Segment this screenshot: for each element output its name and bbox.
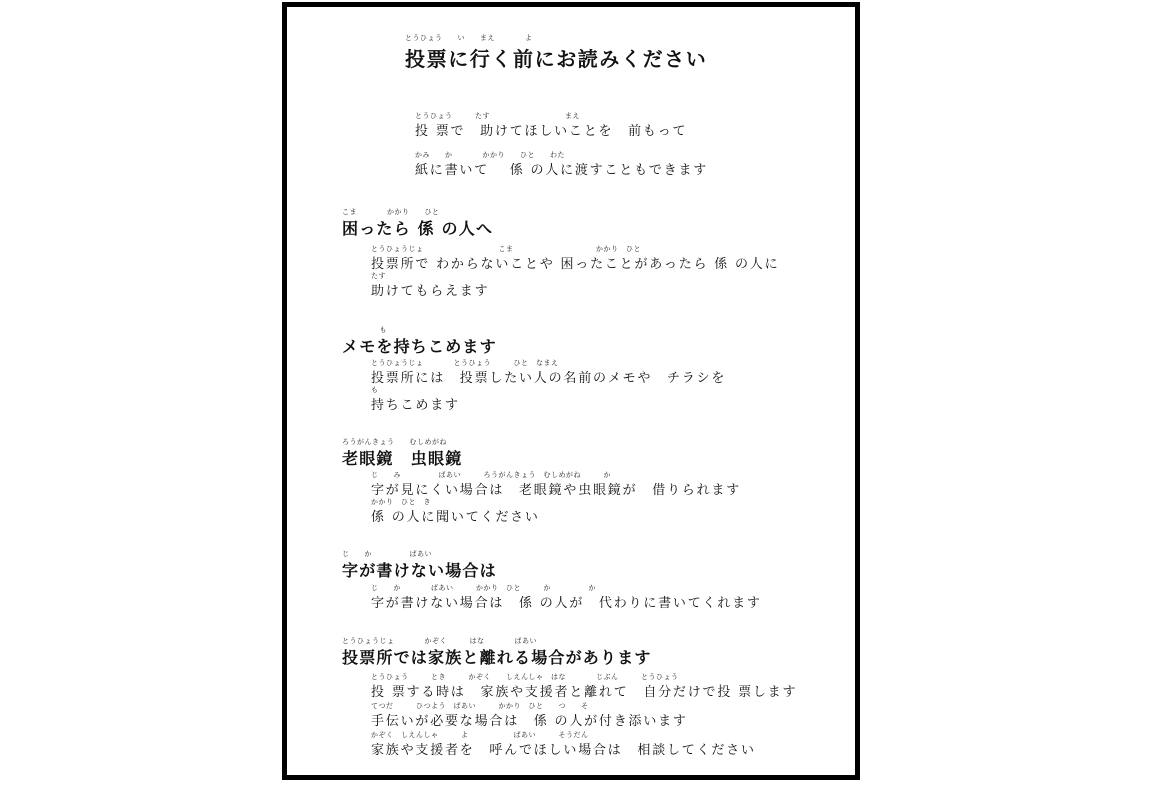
section-line: [371, 497, 540, 525]
section-heading: [342, 437, 462, 469]
intro-text: 紙に書いて 係 の人に渡すこともできます: [415, 163, 709, 178]
heading-furigana: こま かかり ひと: [342, 208, 440, 216]
line-furigana: てつだ ひつよう ばあい かかり ひと つ そ: [371, 702, 589, 710]
heading-furigana: とうひょうじょ かぞく はな ばあい: [342, 637, 537, 645]
line-text: 投 票する時は 家族や支援者と離れて 自分だけで投 票します: [371, 685, 798, 700]
section-heading: [342, 549, 497, 581]
line-text: 投票所には 投票したい人の名前のメモや チラシを: [371, 371, 727, 386]
section-line: [371, 244, 779, 272]
line-furigana: じ み ばあい ろうがんきょう むしめがね か: [371, 471, 611, 479]
section-heading: [342, 325, 497, 357]
intro-line: [415, 150, 708, 178]
section-heading: [342, 207, 493, 239]
page-title: [405, 33, 707, 72]
line-furigana: とうひょうじょ とうひょう ひと なまえ: [371, 359, 559, 367]
intro-furigana: かみ か かかり ひと わた: [415, 151, 565, 159]
line-furigana: も: [371, 386, 379, 394]
intro-furigana: とうひょう たす まえ: [415, 112, 580, 120]
line-text: 手伝いが必要な場合は 係 の人が付き添います: [371, 714, 688, 729]
line-furigana: とうひょう とき かぞく しえんしゃ はな じぶん とうひょう: [371, 673, 679, 681]
line-text: 持ちこめます: [371, 398, 460, 413]
section-line: [371, 583, 762, 611]
section-line: [371, 385, 460, 413]
intro-line: [415, 111, 687, 139]
heading-text: 投票所では家族と離れる場合があります: [342, 648, 652, 667]
heading-text: 老眼鏡 虫眼鏡: [342, 449, 463, 468]
intro-text: 投 票で 助けてほしいことを 前もって: [415, 124, 688, 139]
heading-furigana: も: [342, 326, 387, 334]
section-line: [371, 672, 797, 700]
section-heading: [342, 636, 652, 668]
line-text: 係 の人に聞いてください: [371, 510, 540, 525]
line-furigana: かぞく しえんしゃ よ ばあい そうだん: [371, 731, 589, 739]
title-furigana: とうひょう い まえ よ: [405, 34, 533, 42]
heading-text: メモを持ちこめます: [342, 337, 497, 356]
section-line: [371, 358, 726, 386]
heading-text: 字が書けない場合は: [342, 561, 497, 580]
heading-furigana: じ か ばあい: [342, 550, 432, 558]
line-furigana: じ か ばあい かかり ひと か か: [371, 584, 596, 592]
heading-text: 困ったら 係 の人へ: [342, 219, 494, 238]
heading-furigana: ろうがんきょう むしめがね: [342, 438, 447, 446]
section-line: [371, 271, 489, 299]
title-text: 投票に行く前にお読みください: [405, 47, 708, 71]
line-text: 家族や支援者を 呼んでほしい場合は 相談してください: [371, 743, 756, 758]
section-line: [371, 701, 688, 729]
line-furigana: かかり ひと き: [371, 498, 431, 506]
line-text: 助けてもらえます: [371, 284, 490, 299]
line-text: 投票所で わからないことや 困ったことがあったら 係 の人に: [371, 257, 780, 272]
line-furigana: たす: [371, 272, 386, 280]
line-text: 字が書けない場合は 係 の人が 代わりに書いてくれます: [371, 596, 762, 611]
section-line: [371, 730, 756, 758]
section-line: [371, 470, 741, 498]
line-furigana: とうひょうじょ こま かかり ひと: [371, 245, 641, 253]
document-page: [282, 2, 860, 780]
line-text: 字が見にくい場合は 老眼鏡や虫眼鏡が 借りられます: [371, 483, 742, 498]
